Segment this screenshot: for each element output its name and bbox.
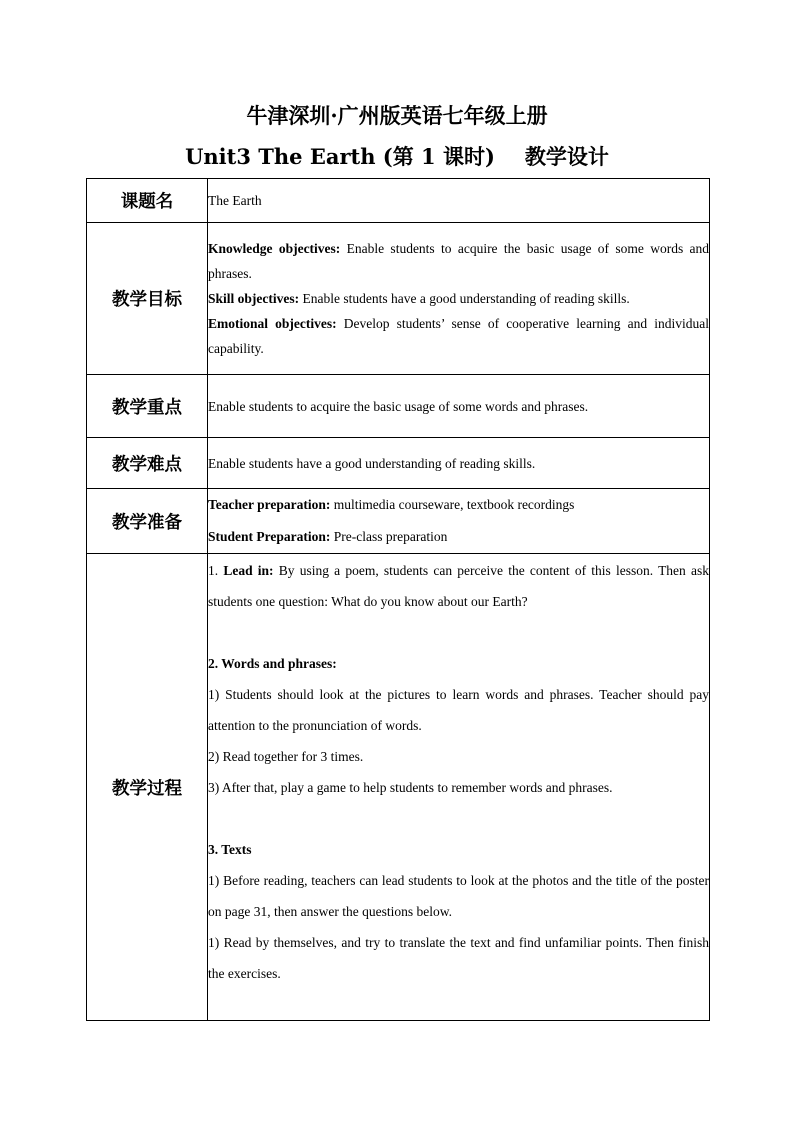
label-topic: 课题名 (87, 179, 208, 223)
key-points-value: Enable students to acquire the basic usage of some words and phrases. (208, 375, 710, 438)
words-heading: 2. Words and phrases: (208, 656, 337, 671)
process-content (208, 554, 710, 1021)
row-key-points (87, 375, 710, 438)
row-process (87, 554, 710, 1021)
difficulties-value: Enable students have a good understanding of reading skills. (208, 438, 710, 489)
words-step-1: 1) Students should look at the pictures to learn words and phrases. Teacher should pay attention to the pronunciation of words. (208, 687, 709, 733)
lesson-plan-table (86, 178, 710, 1021)
topic-value: The Earth (208, 179, 710, 223)
document-subtitle: Unit3 The Earth (第 1 课时) 教学设计 (185, 144, 609, 169)
skill-objective: Skill objectives: Enable students have a good understanding of reading skills. (208, 291, 630, 306)
label-key-points: 教学重点 (87, 375, 208, 438)
row-objectives (87, 223, 710, 375)
preparation-content (208, 489, 710, 554)
row-difficulties (87, 438, 710, 489)
label-process: 教学过程 (87, 554, 208, 1021)
texts-step-2: 1) Read by themselves, and try to translate the text and find unfamiliar points. Then finish the exercises. (208, 935, 709, 981)
row-topic (87, 179, 710, 223)
lead-in: 1. Lead in: By using a poem, students can perceive the content of this lesson. Then ask students one question: What do you know about our Earth? (208, 563, 709, 609)
label-objectives: 教学目标 (87, 223, 208, 375)
texts-step-1: 1) Before reading, teachers can lead students to look at the photos and the title of the poster on page 31, then answer the questions below. (208, 873, 709, 919)
objectives-content (208, 223, 710, 375)
label-preparation: 教学准备 (87, 489, 208, 554)
knowledge-objective: Knowledge objectives: Enable students to acquire the basic usage of some words and phrases. (208, 241, 710, 281)
label-difficulties: 教学难点 (87, 438, 208, 489)
teacher-preparation: Teacher preparation: multimedia courseware, textbook recordings (208, 497, 575, 512)
words-step-2: 2) Read together for 3 times. (208, 749, 364, 764)
emotional-objective: Emotional objectives: Develop students’ sense of cooperative learning and individual capability. (208, 316, 709, 356)
student-preparation: Student Preparation: Pre-class preparation (208, 529, 448, 544)
texts-heading: 3. Texts (208, 842, 252, 857)
document-title: 牛津深圳·广州版英语七年级上册 (246, 103, 548, 128)
words-step-3: 3) After that, play a game to help students to remember words and phrases. (208, 780, 613, 795)
row-preparation (87, 489, 710, 554)
